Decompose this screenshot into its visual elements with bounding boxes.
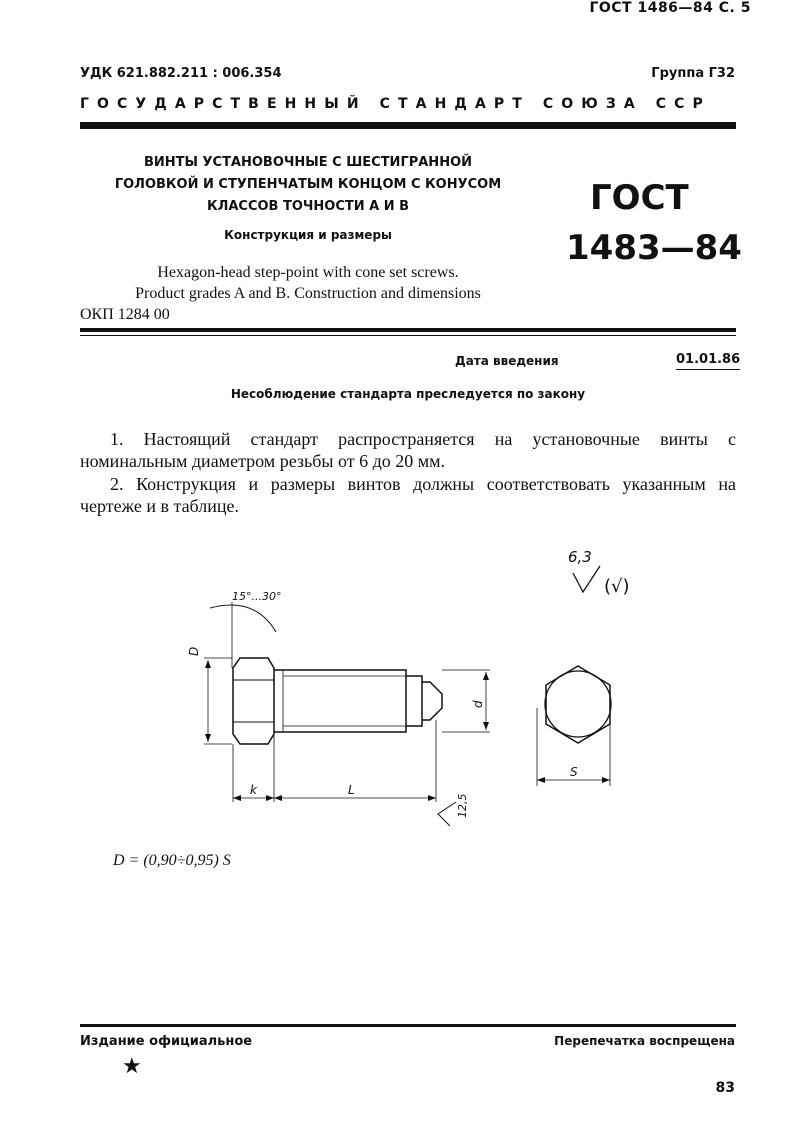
header-thick-rule: [80, 122, 736, 129]
dim-d-label: d: [471, 700, 485, 708]
dim-k-label: k: [250, 783, 257, 797]
dim-k-arrow-left: [233, 795, 241, 801]
udk-code: УДК 621.882.211 : 006.354: [80, 66, 282, 81]
dim-d-arrow-bottom: [483, 722, 489, 730]
title-ru-line-1: ВИНТЫ УСТАНОВОЧНЫЕ С ШЕСТИГРАННОЙ: [143, 155, 473, 170]
title-en-line-2: Product grades A and B. Construction and dimensions: [135, 285, 481, 302]
dim-S-arrow-left: [537, 777, 545, 783]
title-ru-line-2: ГОЛОВКОЙ И СТУПЕНЧАТЫМ КОНЦОМ С КОНУСОМ: [114, 177, 502, 192]
title-ru: [82, 152, 534, 218]
law-notice: Несоблюдение стандарта преследуется по закону: [230, 387, 586, 401]
dim-L-arrow-left: [274, 795, 282, 801]
dim-S-arrow-right: [602, 777, 610, 783]
subtitle-ru: Конструкция и размеры: [224, 228, 392, 242]
end-view-chamfer-circle: [545, 671, 611, 737]
end-roughness-label: 12,5: [456, 793, 469, 818]
title-ru-line-3: КЛАССОВ ТОЧНОСТИ А И В: [206, 199, 410, 214]
state-standard-title: ГОСУДАРСТВЕННЫЙ СТАНДАРТ СОЮЗА ССР: [80, 96, 711, 112]
dim-L-arrow-right: [428, 795, 436, 801]
official-edition-label: Издание официальное: [80, 1034, 253, 1049]
okp-code: ОКП 1284 00: [80, 306, 170, 323]
stepped-cone-end: [406, 676, 442, 726]
document-reference: ГОСТ 1486—84 С. 5: [589, 0, 751, 16]
paragraph-1: 1. Настоящий стандарт распространяется на установочные винты с номинальным диаметром резьбы от 6 до 20 мм.: [80, 429, 736, 471]
title-en-line-1: Hexagon-head step-point with cone set screws.: [157, 264, 459, 281]
gost-word: ГОСТ: [590, 178, 689, 218]
screw-shank: [274, 670, 406, 732]
star-icon: ★: [122, 1054, 142, 1079]
title-en: [82, 262, 534, 304]
footer-rule: [80, 1024, 736, 1027]
roughness-check-mark: [573, 566, 600, 592]
hex-head: [233, 658, 274, 744]
dim-L-label: L: [348, 783, 355, 797]
date-label: Дата введения: [455, 354, 559, 368]
angle-arc: [210, 605, 276, 632]
group-code: Группа Г32: [651, 66, 735, 81]
dim-S-label: S: [570, 765, 578, 779]
formula: D = (0,90÷0,95) S: [113, 852, 231, 869]
roughness-paren: (√): [604, 576, 630, 597]
dim-k-arrow-right: [266, 795, 274, 801]
end-roughness-mark: [438, 802, 456, 826]
paragraph-2: 2. Конструкция и размеры винтов должны соответствовать указанным на чертеже и в таблице.: [80, 474, 736, 516]
reprint-prohibited-label: Перепечатка воспрещена: [554, 1034, 735, 1048]
page-number: 83: [715, 1080, 735, 1096]
angle-label: 15°...30°: [232, 590, 282, 603]
end-view-hexagon: [546, 666, 610, 743]
title-block-rule-thin: [80, 335, 736, 336]
dim-D-arrow-top: [205, 660, 211, 668]
technical-drawing: [180, 540, 680, 840]
dim-D-label: D: [187, 646, 201, 656]
dim-d-arrow-top: [483, 672, 489, 680]
roughness-value: 6,3: [568, 548, 592, 566]
gost-number: 1483—84: [566, 228, 742, 268]
date-value: 01.01.86: [676, 352, 740, 370]
title-block-rule: [80, 328, 736, 332]
dim-D-arrow-bottom: [205, 734, 211, 742]
